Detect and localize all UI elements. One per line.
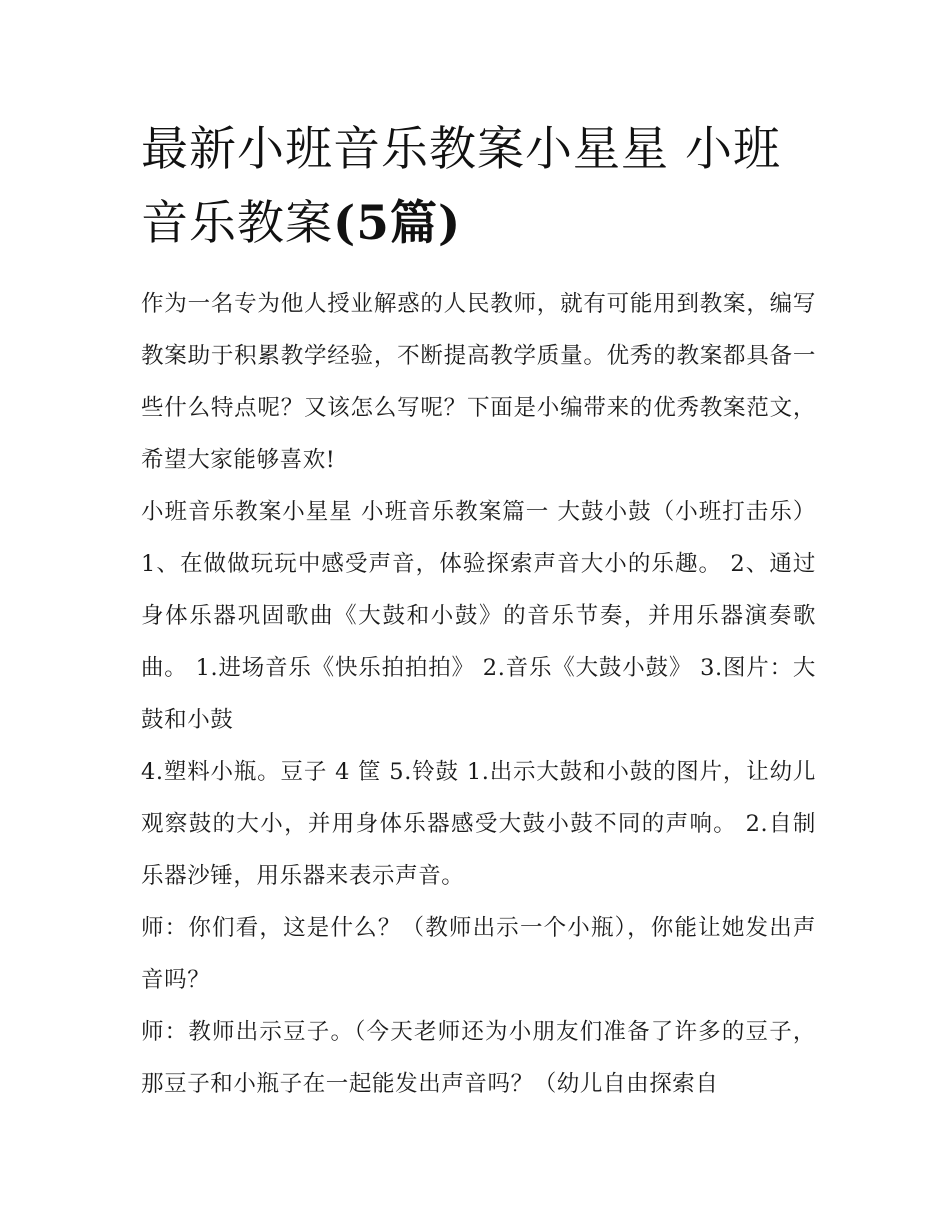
paragraph-teacher-beans: 师：教师出示豆子。（今天老师还为小朋友们准备了许多的豆子，那豆子和小瓶子在一起能发出声音吗？（幼儿自由探索自	[141, 1019, 816, 1097]
paragraph-lesson-one: 小班音乐教案小星星 小班音乐教案篇一 大鼓小鼓（小班打击乐） 1、在做做玩玩中感受声音，体验探索声音大小的乐趣。 2、通过身体乐器巩固歌曲《大鼓和小鼓》的音乐节奏，并用乐器演奏歌曲。 1.进场音乐《快乐拍拍拍》 2.音乐《大鼓小鼓》 3.图片：大鼓和小鼓	[141, 499, 816, 733]
paragraph-materials: 4.塑料小瓶。豆子 4 筐 5.铃鼓 1.出示大鼓和小鼓的图片，让幼儿观察鼓的大小，并用身体乐器感受大鼓小鼓不同的声响。 2.自制乐器沙锤，用乐器来表示声音。	[141, 759, 816, 889]
document-title: 最新小班音乐教案小星星 小班音乐教案(5篇)	[141, 122, 781, 251]
paragraph-intro: 作为一名专为他人授业解惑的人民教师，就有可能用到教案，编写教案助于积累教学经验，不断提高教学质量。优秀的教案都具备一些什么特点呢？又该怎么写呢？下面是小编带来的优秀教案范文，希望大家能够喜欢!	[141, 291, 816, 473]
document-body	[141, 278, 816, 1110]
document-page	[141, 113, 816, 1110]
paragraph-teacher-question: 师：你们看，这是什么？（教师出示一个小瓶），你能让她发出声音吗？	[141, 915, 816, 993]
document-title-count: (5篇)	[333, 196, 462, 251]
